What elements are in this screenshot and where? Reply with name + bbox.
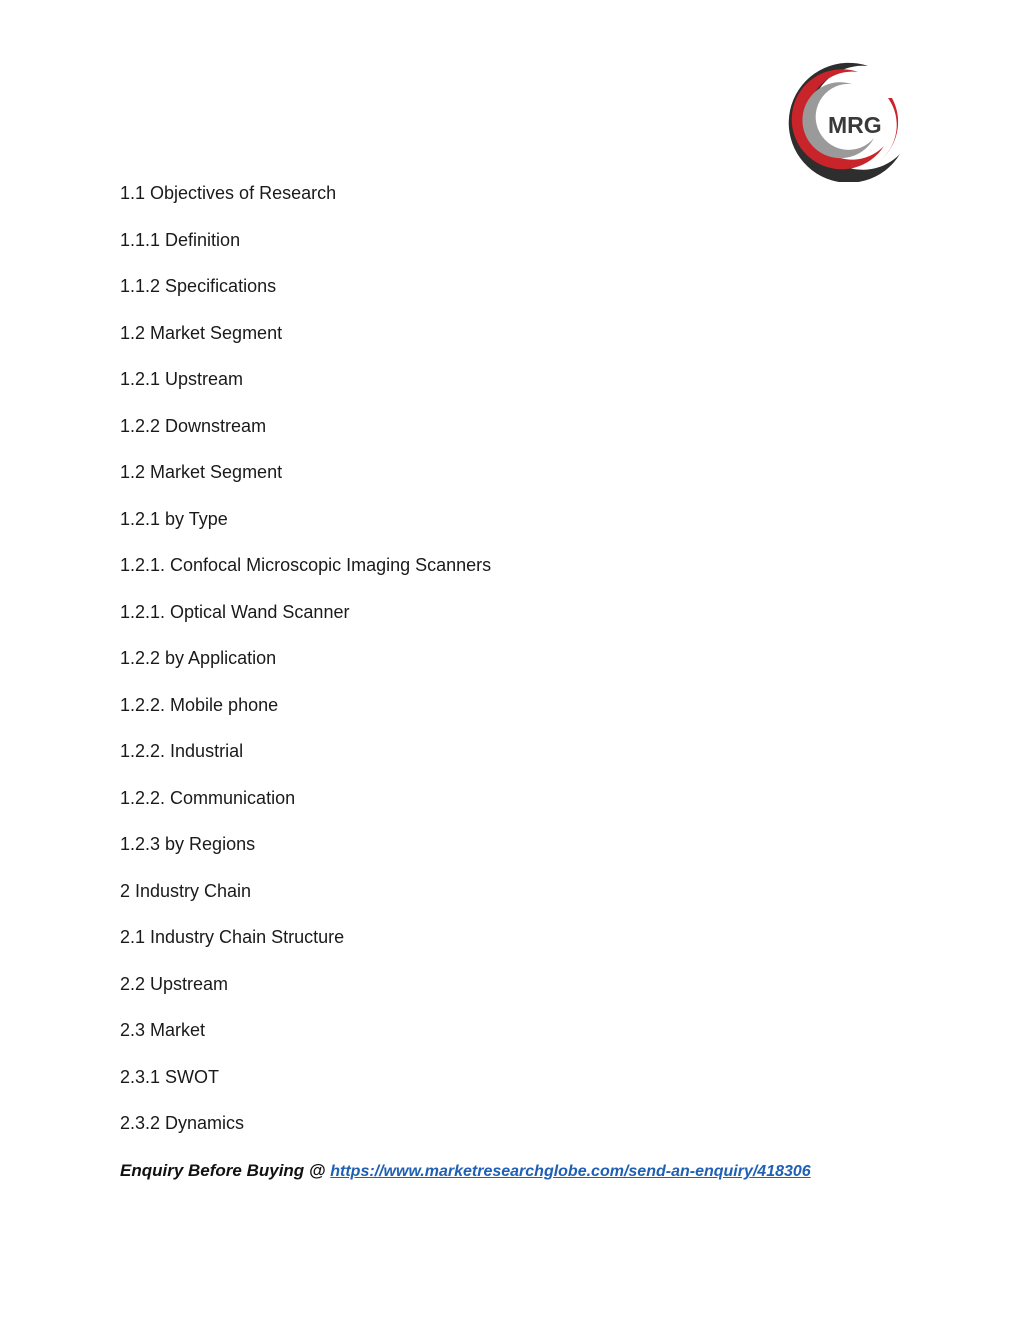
toc-item: 1.2.1 Upstream xyxy=(120,369,244,389)
toc-item: 2.3 Market xyxy=(120,1020,206,1040)
toc-item: 2.2 Upstream xyxy=(120,973,229,994)
toc-item: 2.3.1 SWOT xyxy=(120,1066,220,1087)
toc-item: 1.2.1. Confocal Microscopic Imaging Scanners xyxy=(120,555,492,575)
toc-item: 1.2.3 by Regions xyxy=(120,834,256,854)
toc-item: 1.2.2. Communication xyxy=(120,787,296,808)
enquiry-line xyxy=(120,1157,811,1186)
enquiry-label: Enquiry Before Buying @ xyxy=(120,1161,326,1180)
toc-item: 2.1 Industry Chain Structure xyxy=(120,927,345,947)
mrg-logo xyxy=(780,58,906,182)
toc-item: 1.2.1 by Type xyxy=(120,508,228,529)
toc-item: 1.2 Market Segment xyxy=(120,322,283,343)
logo-text: MRG xyxy=(828,112,882,138)
toc-item: 1.2.2. Mobile phone xyxy=(120,694,279,715)
toc-item: 1.1.1 Definition xyxy=(120,229,241,250)
toc-item: 1.2.2 by Application xyxy=(120,648,277,668)
toc-item: 1.2.2. Industrial xyxy=(120,741,244,761)
toc-item: 1.1 Objectives of Research xyxy=(120,183,337,203)
toc-item: 1.2 Market Segment xyxy=(120,462,283,482)
toc-item: 2 Industry Chain xyxy=(120,880,252,901)
enquiry-link[interactable]: https://www.marketresearchglobe.com/send-an-enquiry/418306 xyxy=(330,1163,811,1180)
mrg-crescent-logo-icon xyxy=(780,58,906,182)
toc-item: 2.3.2 Dynamics xyxy=(120,1113,245,1133)
table-of-contents xyxy=(120,179,940,1156)
toc-item: 1.1.2 Specifications xyxy=(120,276,277,296)
toc-item: 1.2.2 Downstream xyxy=(120,415,267,436)
toc-item: 1.2.1. Optical Wand Scanner xyxy=(120,601,350,622)
